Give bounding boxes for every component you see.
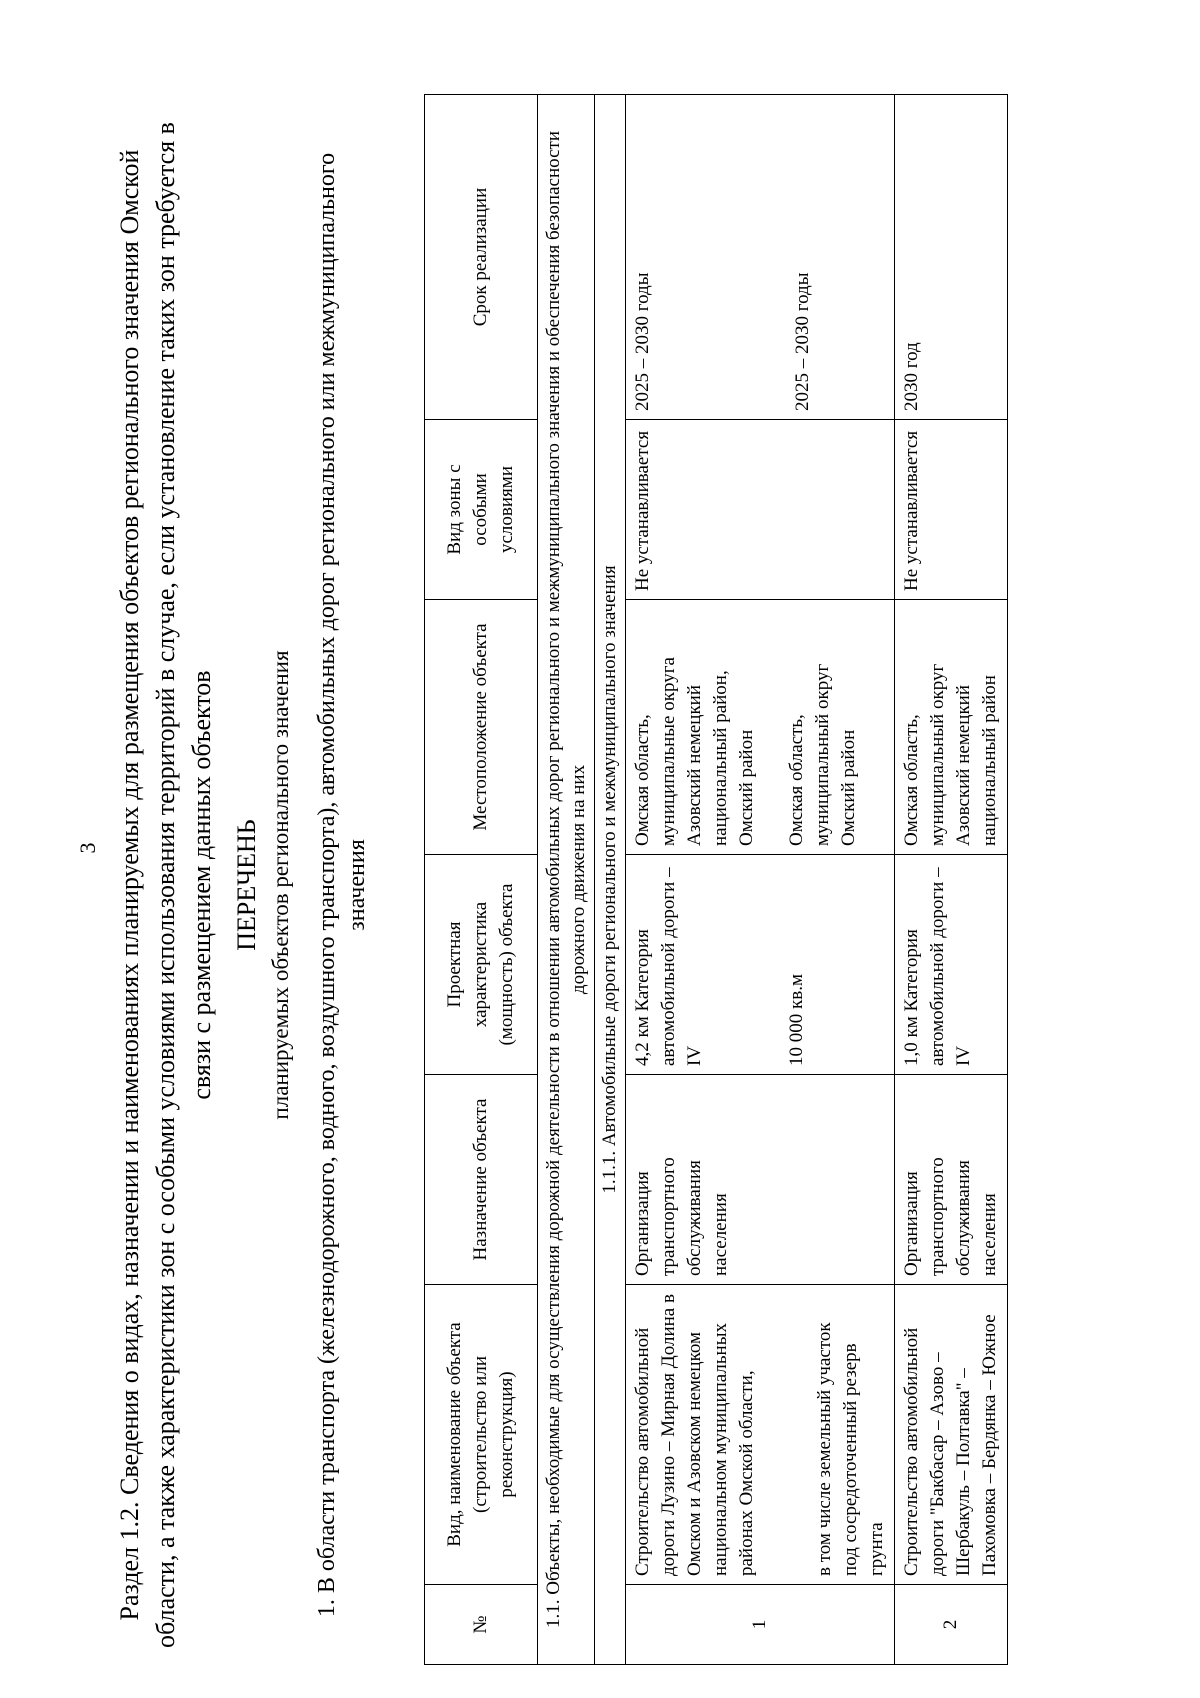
object-location: Омская область, муниципальный округ Азовский немецкий национальный район: [895, 600, 1008, 855]
object-purpose: Организация транспортного обслуживания населения: [626, 1075, 895, 1285]
object-capacity: 4,2 км Категория автомобильной дороги – IV: [632, 867, 705, 1066]
object-name: Строительство автомобильной дороги "Бакбасар – Азово – Шербакуль – Полтавка" – Пахомовка – Бердянка – Южное: [895, 1285, 1008, 1585]
header-zone: Вид зоны с особыми условиями: [425, 420, 538, 600]
object-name: Строительство автомобильной дороги Лузино – Мирная Долина в Омском и Азовском немецком национальном муниципальных районах Омской области,: [632, 1294, 757, 1576]
header-name: Вид, наименование объекта (строительство или реконструкция): [425, 1285, 538, 1585]
header-capacity: Проектная характеристика (мощность) объекта: [425, 855, 538, 1075]
group-row: [538, 95, 595, 1665]
object-name-extra: в том числе земельный участок под сосредоточенный резерв грунта: [814, 1322, 887, 1576]
object-capacity-cell: [626, 855, 895, 1075]
zone-type: Не устанавливается: [626, 420, 895, 600]
header-term: Срок реализации: [425, 95, 538, 420]
object-name-cell: [626, 1285, 895, 1585]
term-extra: 2025 – 2030 годы: [792, 272, 813, 411]
section-title: Раздел 1.2. Сведения о видах, назначении и наименованиях планируемых для размещения объектов регионального значения Омской области, а также характеристики зон с особыми условиями использования территорий в случае, если установление таких зон требуется в связи с размещением данных объектов: [115, 122, 216, 1648]
table-header-row: [425, 95, 538, 1665]
header-purpose: Назначение объекта: [425, 1075, 538, 1285]
subgroup-row: [595, 95, 626, 1665]
list-title: ПЕРЕЧЕНЬ: [232, 819, 261, 951]
object-capacity-extra: 10 000 кв.м: [786, 974, 807, 1066]
header-num: №: [425, 1585, 538, 1665]
table-row: [626, 95, 895, 1665]
table-row: [895, 95, 1008, 1665]
subgroup-heading: 1.1.1. Автомобильные дороги регионального и межмуниципального значения: [595, 95, 626, 1665]
term-cell: [626, 95, 895, 420]
object-capacity: 1,0 км Категория автомобильной дороги – IV: [895, 855, 1008, 1075]
zone-type: Не устанавливается: [895, 420, 1008, 600]
page-number: 3: [75, 842, 100, 854]
object-location-extra: Омская область, муниципальный округ Омский район: [786, 663, 859, 846]
object-location-cell: [626, 600, 895, 855]
transport-heading: 1. В области транспорта (железнодорожного, водного, воздушного транспорта), автомобильных дорог регионального или межмуниципального значения: [314, 152, 370, 1618]
rotated-page-content: [112, 95, 1200, 1665]
object-purpose: Организация транспортного обслуживания населения: [895, 1075, 1008, 1285]
row-number: 1: [626, 1585, 895, 1665]
term: 2030 год: [895, 95, 1008, 420]
list-subtitle: планируемых объектов регионального значения: [268, 650, 293, 1120]
row-number: 2: [895, 1585, 1008, 1665]
term: 2025 – 2030 годы: [632, 272, 653, 411]
object-location: Омская область, муниципальные округа Азовский немецкий национальный район, Омский район: [632, 657, 757, 846]
objects-table: [424, 94, 1008, 1665]
header-location: Местоположение объекта: [425, 600, 538, 855]
group-heading: 1.1. Объекты, необходимые для осуществления дорожной деятельности в отношении автомобильных дорог регионального и межмуниципального значения и обеспечения безопасности дорожного движения на них: [538, 95, 595, 1665]
